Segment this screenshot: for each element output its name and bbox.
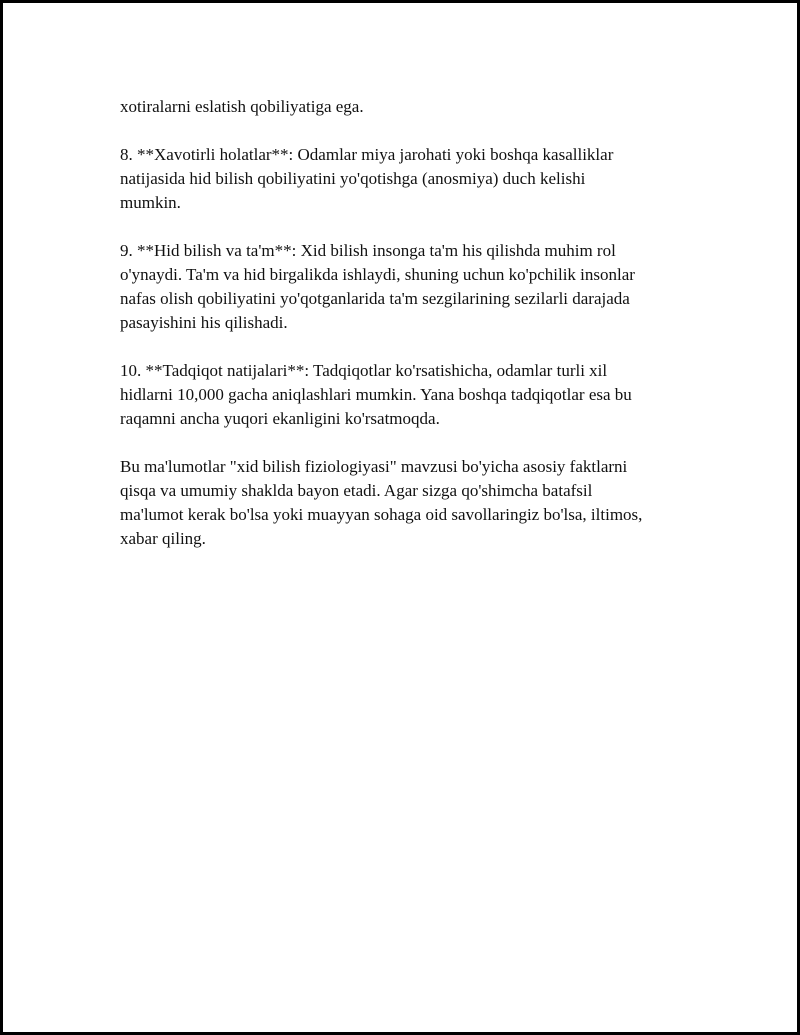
paragraph-memory-continuation: xotiralarni eslatish qobiliyatiga ega.: [120, 97, 364, 116]
paragraph-item-10: 10. **Tadqiqot natijalari**: Tadqiqotlar ko'rsatishicha, odamlar turli xil hidlarni 10,000 gacha aniqlashlari mumkin. Yana boshqa tadqiqotlar esa bu raqamni ancha yuqori ekanligini ko'rsatmoqda.: [120, 361, 632, 428]
paragraph-item-9: 9. **Hid bilish va ta'm**: Xid bilish insonga ta'm his qilishda muhim rol o'ynaydi. Ta'm va hid birgalikda ishlaydi, shuning uchun ko'pchilik insonlar nafas olish qobiliyatini yo'qotganlarida ta'm sezgilarining sezilarli darajada pasayishini his qilishadi.: [120, 241, 635, 332]
paragraph-item-8: 8. **Xavotirli holatlar**: Odamlar miya jarohati yoki boshqa kasalliklar natijasida hid bilish qobiliyatini yo'qotishga (anosmiya) duch kelishi mumkin.: [120, 145, 614, 212]
document-body: [120, 95, 700, 575]
paragraph-conclusion: Bu ma'lumotlar "xid bilish fiziologiyasi" mavzusi bo'yicha asosiy faktlarni qisqa va umumiy shaklda bayon etadi. Agar sizga qo'shimcha batafsil ma'lumot kerak bo'lsa yoki muayyan sohaga oid savollaringiz bo'lsa, iltimos, xabar qiling.: [120, 457, 643, 548]
